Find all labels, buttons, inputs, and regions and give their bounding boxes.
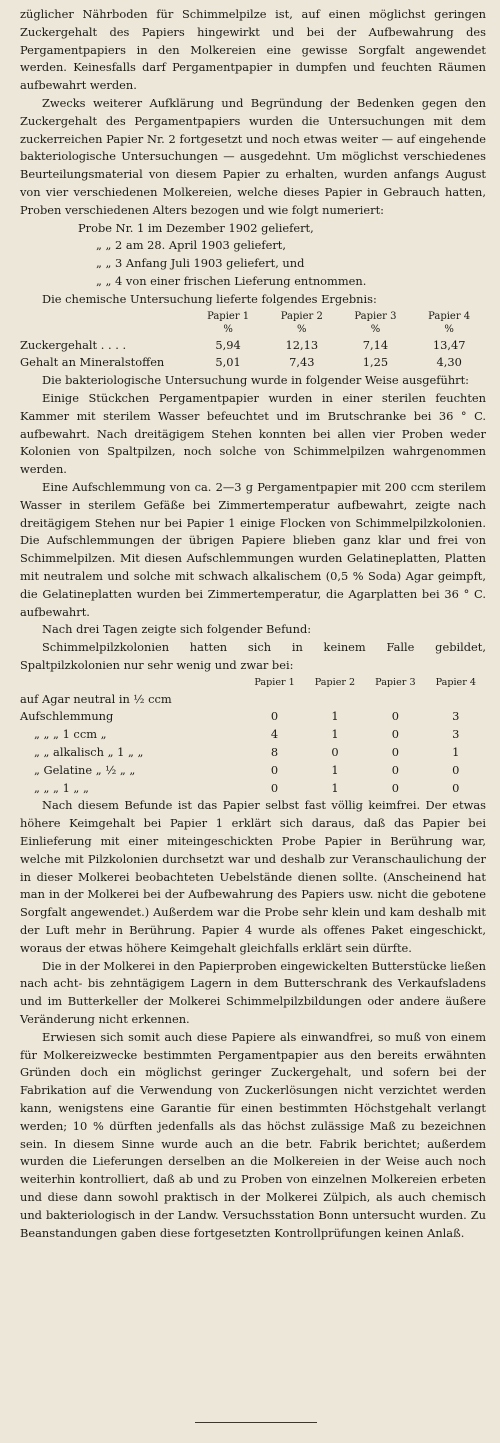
column-header: Papier 2 %: [280, 310, 323, 335]
list-item: „ „ 4 von einer frischen Lieferung entnommen.: [96, 273, 367, 288]
paragraph: züglicher Nährboden für Schimmelpilze ist, auf einen möglichst geringen Zuckergehalt des Papiers hingewirkt und bei der Aufbewahrung des Pergamentpapiers in den Molkereien eine gewisse Sorgfalt angewendet werden. Keinesfalls darf Pergamentpapier in dumpfen und feuchten Räumen aufbewahrt werden.: [20, 7, 486, 93]
column-header: Papier 3: [375, 676, 416, 688]
paragraph: Erwiesen sich somit auch diese Papiere als einwandfrei, so muß von einem für Molkereizwecke bestimmten Pergamentpapier aus den bereits erwähnten Gründen doch ein möglichst geringer Zuckergehalt, und sofern bei der Fabrikation auf die Verwendung von Zuckerlösungen nicht verzichtet werden kann, wenigstens eine Garantie für einen bestimmten Höchstgehalt verlangt werden; 10 % dürften jedenfalls als das höchst zulässige Maß zu bezeichnen sein. In diesem Sinne wurde auch an die betr. Fabrik berichtet; außerdem wurden die Lieferungen derselben an die Molkereien in der Weise auch noch weiterhin kontrolliert, daß ab und zu Proben von einzelnen Molkereien erbeten und diese dann sowohl praktisch in der Molkerei Zülpich, als auch chemisch und bakteriologisch in der Landw. Versuchsstation Bonn untersucht wurden. Zu Beanstandungen gaben diese fortgesetzten Kontrollprüfungen keinen Anlaß.: [20, 1029, 486, 1240]
paragraph: Schimmelpilzkolonien hatten sich in keinem Falle gebildet, Spaltpilzkolonien nur sehr wenig und zwar bei:: [20, 640, 486, 672]
paragraph: Einige Stückchen Pergamentpapier wurden in einer sterilen feuchten Kammer mit sterilem Wasser befeuchtet und im Brutschranke bei 36 ° C. aufbewahrt. Nach dreitägigem Stehen konnten bei allen vier Proben weder Kolonien von Spaltpilzen, noch solche von Schimmelpilzen wahrgenommen werden.: [20, 390, 486, 477]
table-row: auf Agar neutral in ½ ccm Aufschlemmung 0 1 0 3: [20, 691, 460, 724]
paragraph: Die bakteriologische Untersuchung wurde in folgender Weise ausgeführt:: [42, 373, 470, 388]
column-header: Papier 4: [435, 676, 476, 688]
list-item: Probe Nr. 1 im Dezember 1902 geliefert,: [78, 220, 314, 235]
paragraph: Nach drei Tagen zeigte sich folgender Befund:: [42, 622, 312, 637]
table-row: „ „ „ 1 ccm „ 4 1 0 3: [34, 727, 460, 742]
bacteriological-results-table: [20, 675, 486, 798]
paragraph: Die chemische Untersuchung lieferte folgendes Ergebnis:: [42, 291, 377, 306]
table-row: Zuckergehalt . . . . 5,94 12,13 7,14 13,47: [20, 337, 466, 352]
paragraph: Eine Aufschlemmung von ca. 2—3 g Pergamentpapier mit 200 ccm sterilem Wasser in sterilem Gefäße bei Zimmertemperatur aufbewahrt, zeigte nach dreitägigem Stehen nur bei Papier 1 einige Flocken von Schimmelpilzkolonien. Die Aufschlemmungen der übrigen Papiere blieben ganz klar und frei von Schimmelpilzen. Mit diesen Aufschlemmungen wurden Gelatineplatten, Platten mit neutralem und solche mit schwach alkalischem (0,5 % Soda) Agar geimpft, die Gelatineplatten wurden bei Zimmertemperatur, die Agarplatten bei 36 ° C. aufbewahrt.: [20, 479, 486, 619]
table-row: „ Gelatine „ ½ „ „ 0 1 0 0: [34, 762, 460, 777]
list-item: „ „ 3 Anfang Juli 1903 geliefert, und: [96, 256, 305, 271]
table-row: „ „ alkalisch „ 1 „ „ 8 0 0 1: [34, 745, 460, 760]
column-header: Papier 2: [314, 676, 356, 688]
column-header: Papier 3 %: [354, 310, 397, 335]
column-header: Papier 4 %: [428, 310, 471, 335]
table-header-row: [20, 309, 486, 337]
list-item: „ „ 2 am 28. April 1903 geliefert,: [96, 238, 287, 253]
chemical-results-table: [20, 309, 486, 373]
paragraph: Nach diesem Befunde ist das Papier selbst fast völlig keimfrei. Der etwas höhere Keimgehalt bei Papier 1 erklärt sich daraus, daß das Papier bei Einlieferung mit einer miteingeschickten Probe Papier in Berührung war, welche mit Pilzkolonien durchsetzt war und deshalb zur Veranschaulichung der in dieser Molkerei beobachteten Uebelstände dienen sollte. (Anscheinend hat man in der Molkerei bei der Aufbewahrung des Papiers usw. nicht die gebotene Sorgfalt angewendet.) Außerdem war die Probe sehr klein und kam deshalb mit der Luft mehr in Berührung. Papier 4 wurde als offenes Paket eingeschickt, woraus der etwas höhere Keimgehalt gleichfalls erklärt sein dürfte.: [20, 798, 486, 955]
paragraph: Zwecks weiterer Aufklärung und Begründung der Bedenken gegen den Zuckergehalt des Pergamentpapiers wurden die Untersuchungen mit dem zuckerreichen Papier Nr. 2 fortgesetzt und noch etwas weiter — auf eingehende bakteriologische Untersuchungen — ausgedehnt. Um möglichst verschiedenes Beurteilungsmaterial von diesem Papier zu erhalten, wurden anfangs August von vier verschiedenen Molkereien, welche dieses Papier in Gebrauch hatten, Proben verschiedenen Alters bezogen und wie folgt numeriert:: [20, 95, 486, 217]
table-row: Gehalt an Mineralstoffen 5,01 7,43 1,25 4,30: [20, 355, 462, 370]
paragraph: Die in der Molkerei in den Papierproben eingewickelten Butterstücke ließen nach acht- bis zehntägigem Lagern in dem Butterschrank des Verkaufsladens und im Butterkeller der Molkerei Schimmelpilzbildungen oder andere äußere Veränderung nicht erkennen.: [20, 958, 486, 1027]
closing-rule: [195, 1422, 317, 1423]
column-header: Papier 1: [254, 676, 295, 688]
table-row: „ „ „ 1 „ „ 0 1 0 0: [34, 780, 460, 795]
column-header: Papier 1 %: [207, 310, 250, 335]
sample-list: [20, 220, 486, 291]
table-header-row: [20, 675, 486, 691]
